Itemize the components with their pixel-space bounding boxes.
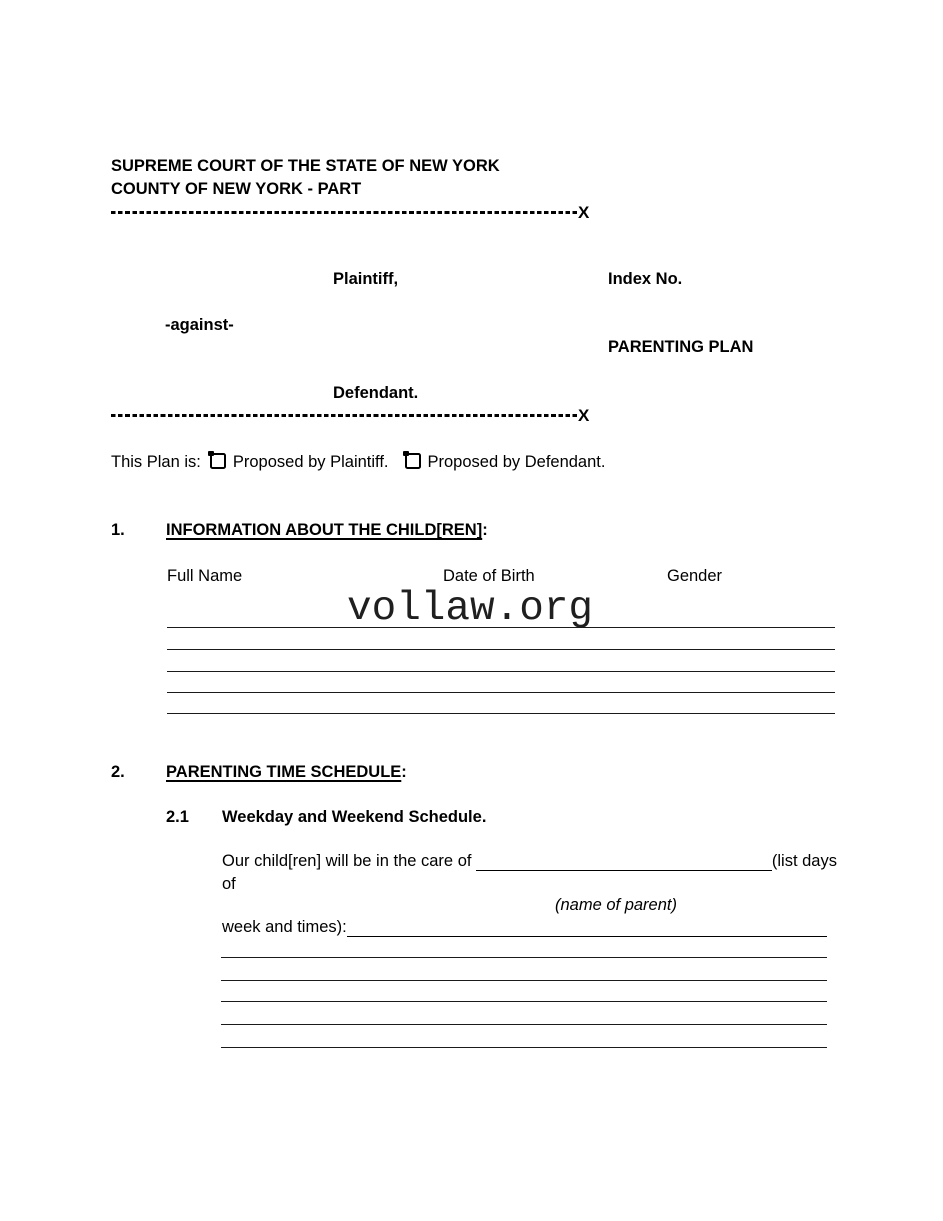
section2-heading xyxy=(166,763,407,782)
week-times-row xyxy=(222,918,827,937)
child-info-line-1[interactable] xyxy=(167,627,835,628)
proposed-by-plaintiff-label: Proposed by Plaintiff. xyxy=(232,453,389,471)
watermark: vollaw.org xyxy=(347,586,594,632)
section2-number: 2. xyxy=(111,763,125,781)
week-times-blank[interactable] xyxy=(347,918,827,937)
rule-terminator-x: X xyxy=(578,405,590,425)
section1-heading-colon: : xyxy=(482,521,488,539)
child-info-line-5[interactable] xyxy=(167,713,835,714)
schedule-line-2[interactable] xyxy=(221,980,827,981)
care-of-text-after: (list days xyxy=(771,852,837,870)
plaintiff-label: Plaintiff, xyxy=(333,270,399,288)
section1-heading-text: INFORMATION ABOUT THE CHILD[REN] xyxy=(166,521,483,539)
index-no-label: Index No. xyxy=(608,270,683,288)
section21-number: 2.1 xyxy=(166,808,189,826)
section2-heading-text: PARENTING TIME SCHEDULE xyxy=(166,763,402,781)
proposed-by-defendant-label: Proposed by Defendant. xyxy=(427,453,606,471)
schedule-line-5[interactable] xyxy=(221,1047,827,1048)
caption-rule-bottom xyxy=(111,406,589,424)
court-name: SUPREME COURT OF THE STATE OF NEW YORK xyxy=(111,157,500,175)
plan-type-row xyxy=(111,453,605,472)
dashed-line xyxy=(111,211,577,214)
schedule-line-4[interactable] xyxy=(221,1024,827,1025)
defendant-label: Defendant. xyxy=(333,384,419,402)
child-info-line-2[interactable] xyxy=(167,649,835,650)
care-of-sentence xyxy=(222,852,837,871)
section1-heading xyxy=(166,521,488,540)
week-times-label: week and times): xyxy=(222,918,347,936)
proposed-by-defendant-checkbox[interactable] xyxy=(405,453,421,469)
caption-rule-top xyxy=(111,203,589,221)
column-header-full-name: Full Name xyxy=(167,567,243,585)
rule-terminator-x: X xyxy=(578,202,590,222)
against-label: -against- xyxy=(165,316,234,334)
section1-number: 1. xyxy=(111,521,125,539)
schedule-line-3[interactable] xyxy=(221,1001,827,1002)
dashed-line xyxy=(111,414,577,417)
section21-title: Weekday and Weekend Schedule. xyxy=(222,808,487,826)
document-title: PARENTING PLAN xyxy=(608,338,754,356)
parent-name-caption: (name of parent) xyxy=(555,896,677,914)
column-header-gender: Gender xyxy=(667,567,723,585)
child-info-line-4[interactable] xyxy=(167,692,835,693)
court-county-part: COUNTY OF NEW YORK - PART xyxy=(111,180,362,198)
care-of-sentence-wrap: of xyxy=(222,875,236,893)
care-of-text-before: Our child[ren] will be in the care of xyxy=(222,852,472,870)
column-header-date-of-birth: Date of Birth xyxy=(443,567,535,585)
child-info-line-3[interactable] xyxy=(167,671,835,672)
section2-heading-colon: : xyxy=(401,763,407,781)
schedule-line-1[interactable] xyxy=(221,957,827,958)
parent-name-blank[interactable] xyxy=(476,852,771,871)
plan-is-label: This Plan is: xyxy=(111,453,201,471)
proposed-by-plaintiff-checkbox[interactable] xyxy=(210,453,226,469)
